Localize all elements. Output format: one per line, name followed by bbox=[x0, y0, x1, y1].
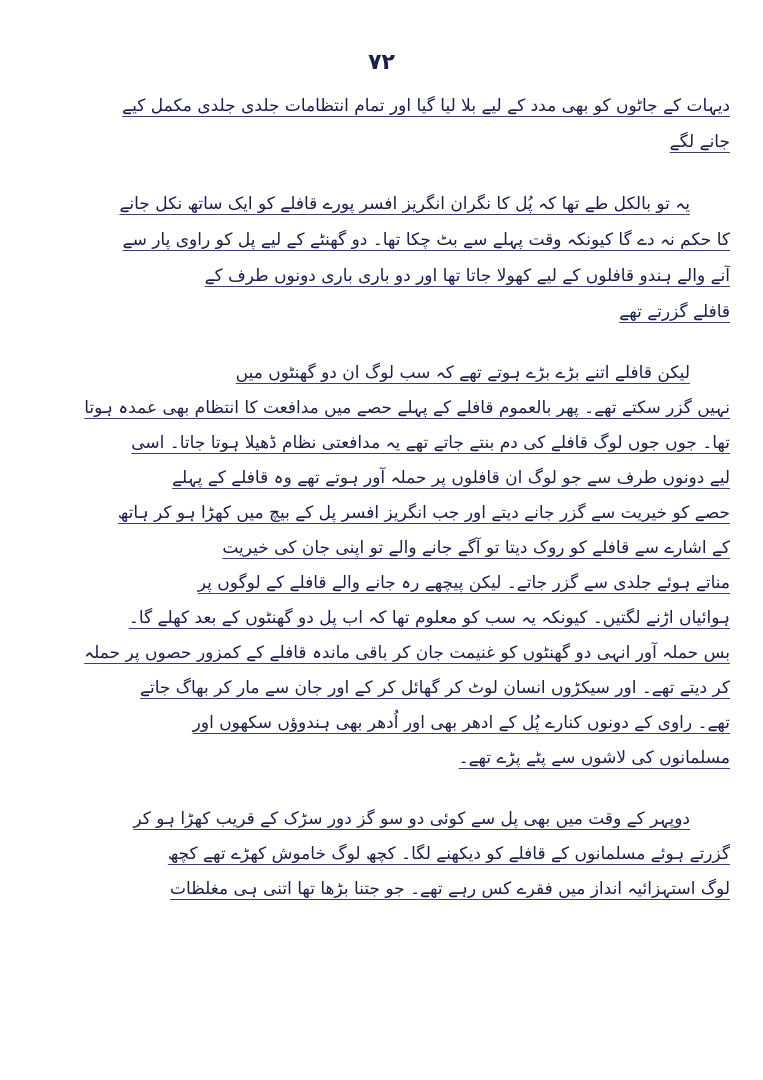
text-line: ہوائیاں اڑنے لگتیں۔ کیونکہ یہ سب کو معلوم تھا کہ اب پل دو گھنٹوں کے بعد کھلے گا۔ bbox=[128, 608, 730, 628]
text-line: گزرتے ہوئے مسلمانوں کے قافلے کو دیکھنے لگا۔ کچھ لوگ خاموش کھڑے تھے کچھ bbox=[167, 844, 730, 864]
text-line: کے اشارے سے قافلے کو روک دیتا تو آگے جانے والے تو اپنی جان کی خیریت bbox=[222, 538, 730, 558]
text-line: کر دیتے تھے۔ اور سیکڑوں انسان لوٹ کر گھائل کر کے اور جان سے مار کر بھاگ جاتے bbox=[140, 678, 730, 698]
paragraph-4 bbox=[30, 802, 730, 907]
text-line: قافلے گزرتے تھے bbox=[619, 302, 730, 322]
text-line: دوپہر کے وقت میں بھی پل سے کوئی دو سو گز دور سڑک کے قریب کھڑا ہو کر bbox=[133, 809, 690, 829]
text-line: لیکن قافلے اتنے بڑے بڑے ہوتے تھے کہ سب لوگ ان دو گھنٹوں میں bbox=[235, 363, 690, 383]
text-line: دیہات کے جاٹوں کو بھی مدد کے لیے بلا لیا گیا اور تمام انتظامات جلدی جلدی مکمل کیے bbox=[122, 96, 730, 116]
text-line: کا حکم نہ دے گا کیونکہ وقت پہلے سے بٹ چکا تھا۔ دو گھنٹے کے لیے پل کو راوی پار سے bbox=[122, 230, 730, 250]
text-line: لوگ استہزائیہ انداز میں فقرے کس رہے تھے۔ جو جتنا بڑھا تھا اتنی ہی مغلظات bbox=[170, 879, 730, 899]
text-line: لیے دونوں طرف سے جو لوگ ان قافلوں پر حملہ آور ہوتے تھے وہ قافلے کے پہلے bbox=[172, 468, 730, 488]
paragraph-1 bbox=[30, 88, 730, 160]
paragraph-2 bbox=[30, 186, 730, 330]
text-line: تھے۔ راوی کے دونوں کنارے پُل کے ادھر بھی اور اُدھر بھی ہندوؤں سکھوں اور bbox=[192, 713, 730, 733]
text-line: مناتے ہوئے جلدی سے گزر جاتے۔ لیکن پیچھے رہ جانے والے قافلے کے لوگوں پر bbox=[197, 573, 730, 593]
text-line: مسلمانوں کی لاشوں سے پٹے پڑے تھے۔ bbox=[458, 748, 730, 768]
page-number: ۷۲ bbox=[368, 50, 395, 75]
text-line: بس حملہ آور انہی دو گھنٹوں کو غنیمت جان کر باقی ماندہ قافلے کے کمزور حصوں پر حملہ bbox=[84, 643, 730, 663]
text-line: آنے والے ہندو قافلوں کے لیے کھولا جاتا تھا اور دو باری باری دونوں طرف کے bbox=[204, 266, 730, 286]
page-body bbox=[30, 88, 730, 933]
text-line: جانے لگے bbox=[669, 132, 730, 152]
text-line: حصے کو خیریت سے گزر جانے دیتے اور جب انگریز افسر پل کے بیچ میں کھڑا ہو کر ہاتھ bbox=[117, 503, 730, 523]
text-line: یہ تو بالکل طے تھا کہ پُل کا نگران انگریز افسر پورے قافلے کو ایک ساتھ نکل جانے bbox=[119, 194, 690, 214]
text-line: تھا۔ جوں جوں لوگ قافلے کی دم بنتے جاتے تھے یہ مدافعتی نظام ڈھیلا ہوتا جاتا۔ اسی bbox=[131, 433, 730, 453]
text-line: نہیں گزر سکتے تھے۔ پھر بالعموم قافلے کے پہلے حصے میں مدافعت کا انتظام بھی عمدہ ہوتا bbox=[84, 398, 730, 418]
paragraph-3 bbox=[30, 356, 730, 776]
